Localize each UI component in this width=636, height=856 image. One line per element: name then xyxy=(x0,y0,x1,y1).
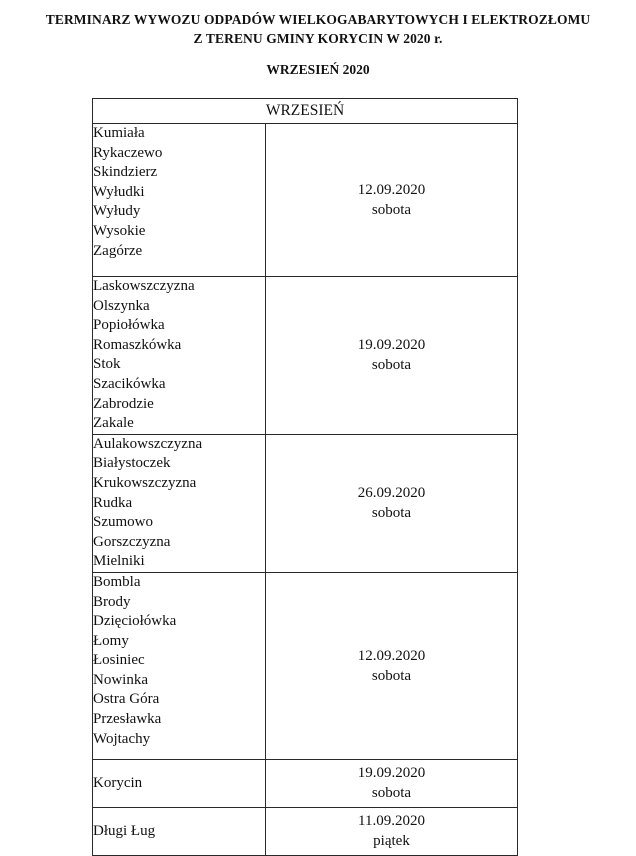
place-name: Rudka xyxy=(93,494,133,511)
place-name: Dzięciołówka xyxy=(93,613,177,630)
title-line-1: TERMINARZ WYWOZU ODPADÓW WIELKOGABARYTOWYCH I ELEKTROZŁOMU xyxy=(45,12,591,27)
collection-weekday: sobota xyxy=(371,785,412,802)
place-name: Zakale xyxy=(93,415,134,432)
place-name: Rykaczewo xyxy=(93,144,163,161)
table-row xyxy=(93,572,518,759)
place-name: Przesławka xyxy=(93,711,162,728)
collection-date: 12.09.2020 xyxy=(357,182,426,198)
date-cell xyxy=(266,277,518,435)
date-cell xyxy=(266,759,518,807)
place-name: Mielniki xyxy=(93,553,145,570)
collection-weekday: sobota xyxy=(371,667,412,684)
schedule-body xyxy=(93,124,518,856)
date-cell xyxy=(266,572,518,759)
place-name: Brody xyxy=(93,593,131,610)
place-name: Szumowo xyxy=(93,514,153,531)
title-line-2: Z TERENU GMINY KORYCIN W 2020 r. xyxy=(193,31,443,46)
table-header-row xyxy=(93,99,518,124)
table-row xyxy=(93,434,518,572)
places-cell xyxy=(93,124,266,277)
place-name: Kumiała xyxy=(93,125,145,141)
place-name: Aulakowszczyzna xyxy=(93,435,203,452)
table-row xyxy=(93,277,518,435)
date-cell xyxy=(266,434,518,572)
place-name: Wyłudy xyxy=(93,203,141,220)
place-name: Zagórze xyxy=(93,242,143,259)
collection-date: 12.09.2020 xyxy=(357,647,426,664)
table-row xyxy=(93,124,518,277)
collection-date: 26.09.2020 xyxy=(357,485,426,502)
place-name: Gorszczyzna xyxy=(93,533,171,550)
place-name: Łosiniec xyxy=(93,652,145,669)
place-name: Laskowszczyzna xyxy=(93,278,195,294)
place-name: Skindzierz xyxy=(93,164,158,181)
table-header-month: WRZESIEŃ xyxy=(93,99,518,124)
collection-weekday: sobota xyxy=(371,357,412,374)
place-name: Szacikówka xyxy=(93,375,166,392)
collection-weekday: sobota xyxy=(371,202,412,218)
place-name: Nowinka xyxy=(93,671,148,688)
place-name: Wyłudki xyxy=(93,183,145,200)
place-name: Ostra Góra xyxy=(93,691,160,708)
schedule-table xyxy=(92,98,518,856)
document-subtitle: WRZESIEŃ 2020 xyxy=(266,62,370,77)
table-row xyxy=(93,807,518,855)
places-cell xyxy=(93,759,266,807)
place-name: Zabrodzie xyxy=(93,395,154,412)
place-name: Korycin xyxy=(93,774,143,791)
place-name: Romaszkówka xyxy=(93,336,182,353)
place-name: Białystoczek xyxy=(93,455,171,472)
date-cell xyxy=(266,807,518,855)
places-cell xyxy=(93,807,266,855)
place-name: Krukowszczyzna xyxy=(93,474,197,491)
place-name: Stok xyxy=(93,356,121,373)
place-name: Olszynka xyxy=(93,297,150,314)
collection-date: 11.09.2020 xyxy=(358,813,425,830)
place-name: Bombla xyxy=(93,573,141,590)
places-cell xyxy=(93,572,266,759)
place-name: Łomy xyxy=(93,632,129,649)
place-name: Popiołówka xyxy=(93,317,165,334)
collection-date: 19.09.2020 xyxy=(357,765,426,782)
places-cell xyxy=(93,434,266,572)
places-cell xyxy=(93,277,266,435)
place-name: Długi Ług xyxy=(93,822,156,839)
collection-date: 19.09.2020 xyxy=(357,337,426,354)
place-name: Wojtachy xyxy=(93,730,151,747)
collection-weekday: sobota xyxy=(371,505,412,522)
place-name: Wysokie xyxy=(93,222,146,239)
table-row xyxy=(93,759,518,807)
document-title xyxy=(0,10,636,48)
collection-weekday: piątek xyxy=(373,833,410,850)
date-cell xyxy=(266,124,518,277)
